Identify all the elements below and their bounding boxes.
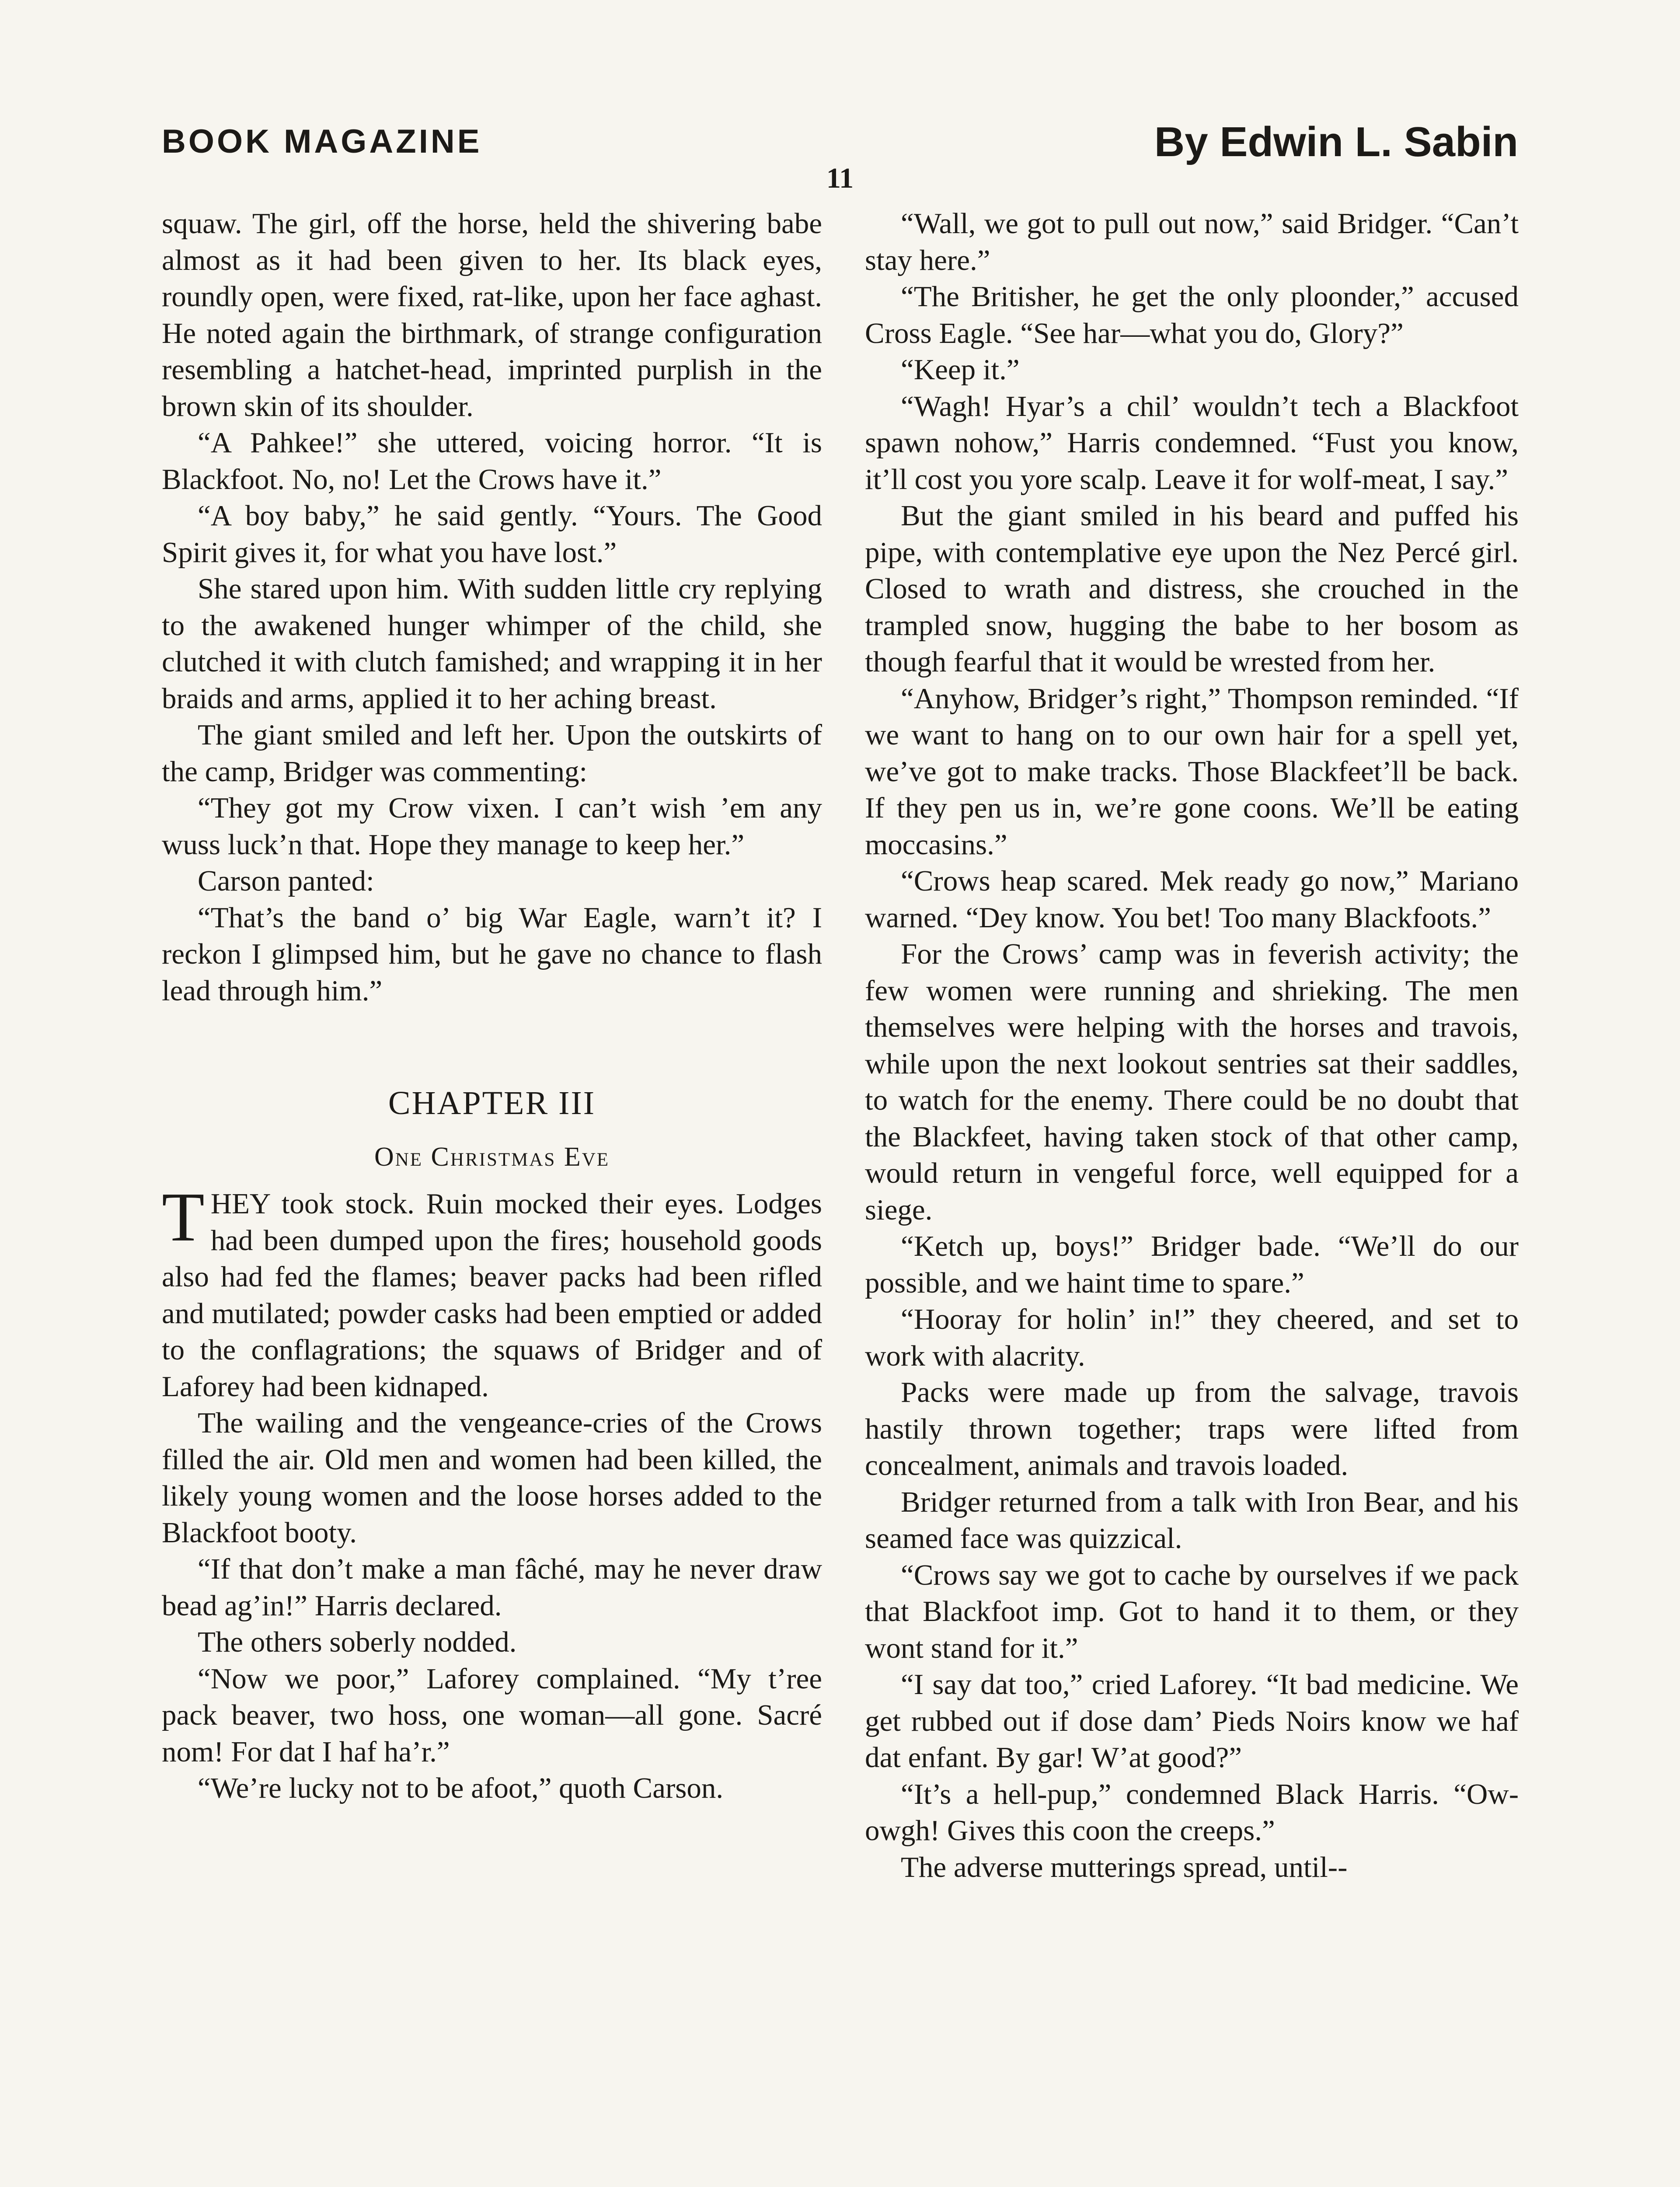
paragraph-text: The adverse mutterings spread, until-- [901,1851,1348,1883]
paragraph [865,1557,1519,1667]
paragraph [162,1661,822,1771]
paragraph [162,1770,822,1807]
paragraph-text: “A Pahkee!” she uttered, voicing horror. “It is Blackfoot. No, no! Let the Crows have it.” [162,426,822,496]
paragraph [162,1551,822,1624]
paragraph [162,425,822,498]
paragraph [865,1484,1519,1557]
paragraph [162,571,822,717]
paragraph [162,1405,822,1551]
paragraph [162,1624,822,1661]
paragraph-text: The wailing and the vengeance-cries of the Crows filled the air. Old men and women had been killed, the likely young women and the loose horses added to the Blackfoot booty. [162,1407,822,1549]
paragraph-text: “I say dat too,” cried Laforey. “It bad medicine. We get rubbed out if dose dam’ Pieds Noirs know we haf dat enfant. By gar! W’at good?” [865,1668,1519,1774]
running-header [162,118,1518,166]
chapter-title: CHAPTER III [388,1085,596,1121]
paragraph [865,498,1519,681]
paragraph-text: “Ketch up, boys!” Bridger bade. “We’ll do our possible, and we haint time to spare.” [865,1230,1519,1299]
paragraph-text: “Wall, we got to pull out now,” said Bridger. “Can’t stay here.” [865,207,1519,276]
paragraph [865,1301,1519,1374]
page-number: 11 [826,162,854,194]
paragraph-text: “Crows heap scared. Mek ready go now,” Mariano warned. “Dey know. You bet! Too many Blackfoots.” [865,865,1519,934]
drop-cap: T [162,1178,205,1256]
paragraph [865,388,1519,498]
paragraph-text: “Wagh! Hyar’s a chil’ wouldn’t tech a Blackfoot spawn nohow,” Harris condemned. “Fust you know, it’ll cost you yore scalp. Leave it for wolf-meat, I say.” [865,390,1519,496]
author-byline: By Edwin L. Sabin [1154,119,1518,165]
paragraph [162,900,822,1010]
paragraph-text: Bridger returned from a talk with Iron Bear, and his seamed face was quizzical. [865,1485,1519,1555]
paragraph [865,1666,1519,1776]
paragraph-text: “Crows say we got to cache by ourselves if we pack that Blackfoot imp. Got to hand it to them, or they wont stand for it.” [865,1558,1519,1664]
left-column [162,206,822,1807]
paragraph-text: “Hooray for holin’ in!” they cheered, and set to work with alacrity. [865,1303,1519,1372]
paragraph [162,790,822,863]
paragraph-text: She stared upon him. With sudden little cry replying to the awakened hunger whimper of the child, she clutched it with clutch famished; and wrapping it in her braids and arms, applied it to her aching breast. [162,573,822,715]
paragraph-text: “Anyhow, Bridger’s right,” Thompson reminded. “If we want to hang on to our own hair for a spell yet, we’ve got to make tracks. Those Blackfeet’ll be back. If they pen us in, we’re gone coons. We’ll be eating moccasins.” [865,682,1519,861]
right-column [865,206,1519,1886]
paragraph [865,1374,1519,1484]
paragraph [865,936,1519,1228]
paragraph [865,352,1519,388]
paragraph-text: “If that don’t make a man fâché, may he never draw bead ag’in!” Harris declared. [162,1553,822,1622]
paragraph [865,1776,1519,1849]
paragraph [865,863,1519,936]
chapter-opening-paragraph [162,1178,822,1405]
paragraph [865,1228,1519,1301]
paragraph-text: “We’re lucky not to be afoot,” quoth Carson. [198,1772,724,1804]
paragraph [865,279,1519,352]
paragraph-text: “It’s a hell-pup,” condemned Black Harris. “Ow-owgh! Gives this coon the creeps.” [865,1778,1519,1847]
paragraph-text: For the Crows’ camp was in feverish activity; the few women were running and shrieking. The men themselves were helping with the horses and travois, while upon the next lookout sentries sat their saddles, to watch for the enemy. There could be no doubt that the Blackfeet, having taken stock of that other camp, would return in vengeful force, well equipped for a siege. [865,938,1519,1226]
paragraph-text: “A boy baby,” he said gently. “Yours. The Good Spirit gives it, for what you have lost.” [162,500,822,569]
paragraph-text: Carson panted: [198,865,374,897]
paragraph-text: “Keep it.” [901,353,1020,386]
paragraph-text: squaw. The girl, off the horse, held the shivering babe almost as it had been given to her. Its black eyes, roundly open, were fixed, rat-like, upon her face aghast. He noted again the birthmark, of strange configuration resembling a hatchet-head, imprinted purplish in the brown skin of its shoulder. [162,207,822,423]
paragraph-text: “The Britisher, he get the only ploonder,” accused Cross Eagle. “See har—what you do, Glory?” [865,280,1519,349]
paragraph-text: “Now we poor,” Laforey complained. “My t’ree pack beaver, two hoss, one woman—all gone. Sacré nom! For dat I haf ha’r.” [162,1662,822,1768]
chapter-subtitle: One Christmas Eve [374,1142,610,1172]
paragraph [162,206,822,425]
paragraph [865,681,1519,863]
paragraph-text: The giant smiled and left her. Upon the outskirts of the camp, Bridger was commenting: [162,719,822,788]
paragraph-text: But the giant smiled in his beard and puffed his pipe, with contemplative eye upon the Nez Percé girl. Closed to wrath and distress, she crouched in the trampled snow, hugging the babe to her bosom as though fearful that it would be wrested from her. [865,500,1519,678]
paragraph-text: HEY took stock. Ruin mocked their eyes. Lodges had been dumped upon the fires; household goods also had fed the flames; beaver packs had been rifled and mutilated; powder casks had been emptied or added to the conflagrations; the squaws of Bridger and of Laforey had been kidnaped. [162,1188,822,1403]
paragraph-text: Packs were made up from the salvage, travois hastily thrown together; traps were lifted from concealment, animals and travois loaded. [865,1376,1519,1481]
paragraph [162,717,822,790]
paragraph-text: “That’s the band o’ big War Eagle, warn’t it? I reckon I glimpsed him, but he gave no chance to flash lead through him.” [162,901,822,1007]
paragraph-text: “They got my Crow vixen. I can’t wish ’em any wuss luck’n that. Hope they manage to keep her.” [162,792,822,861]
left-paragraphs-bottom [162,1405,822,1807]
paragraph [865,1849,1519,1886]
paragraph [162,498,822,571]
publication-title: BOOK MAGAZINE [162,123,482,160]
paragraph [865,206,1519,279]
paragraph-text: The others soberly nodded. [198,1626,517,1658]
paragraph [162,863,822,900]
left-paragraphs-top [162,206,822,1009]
